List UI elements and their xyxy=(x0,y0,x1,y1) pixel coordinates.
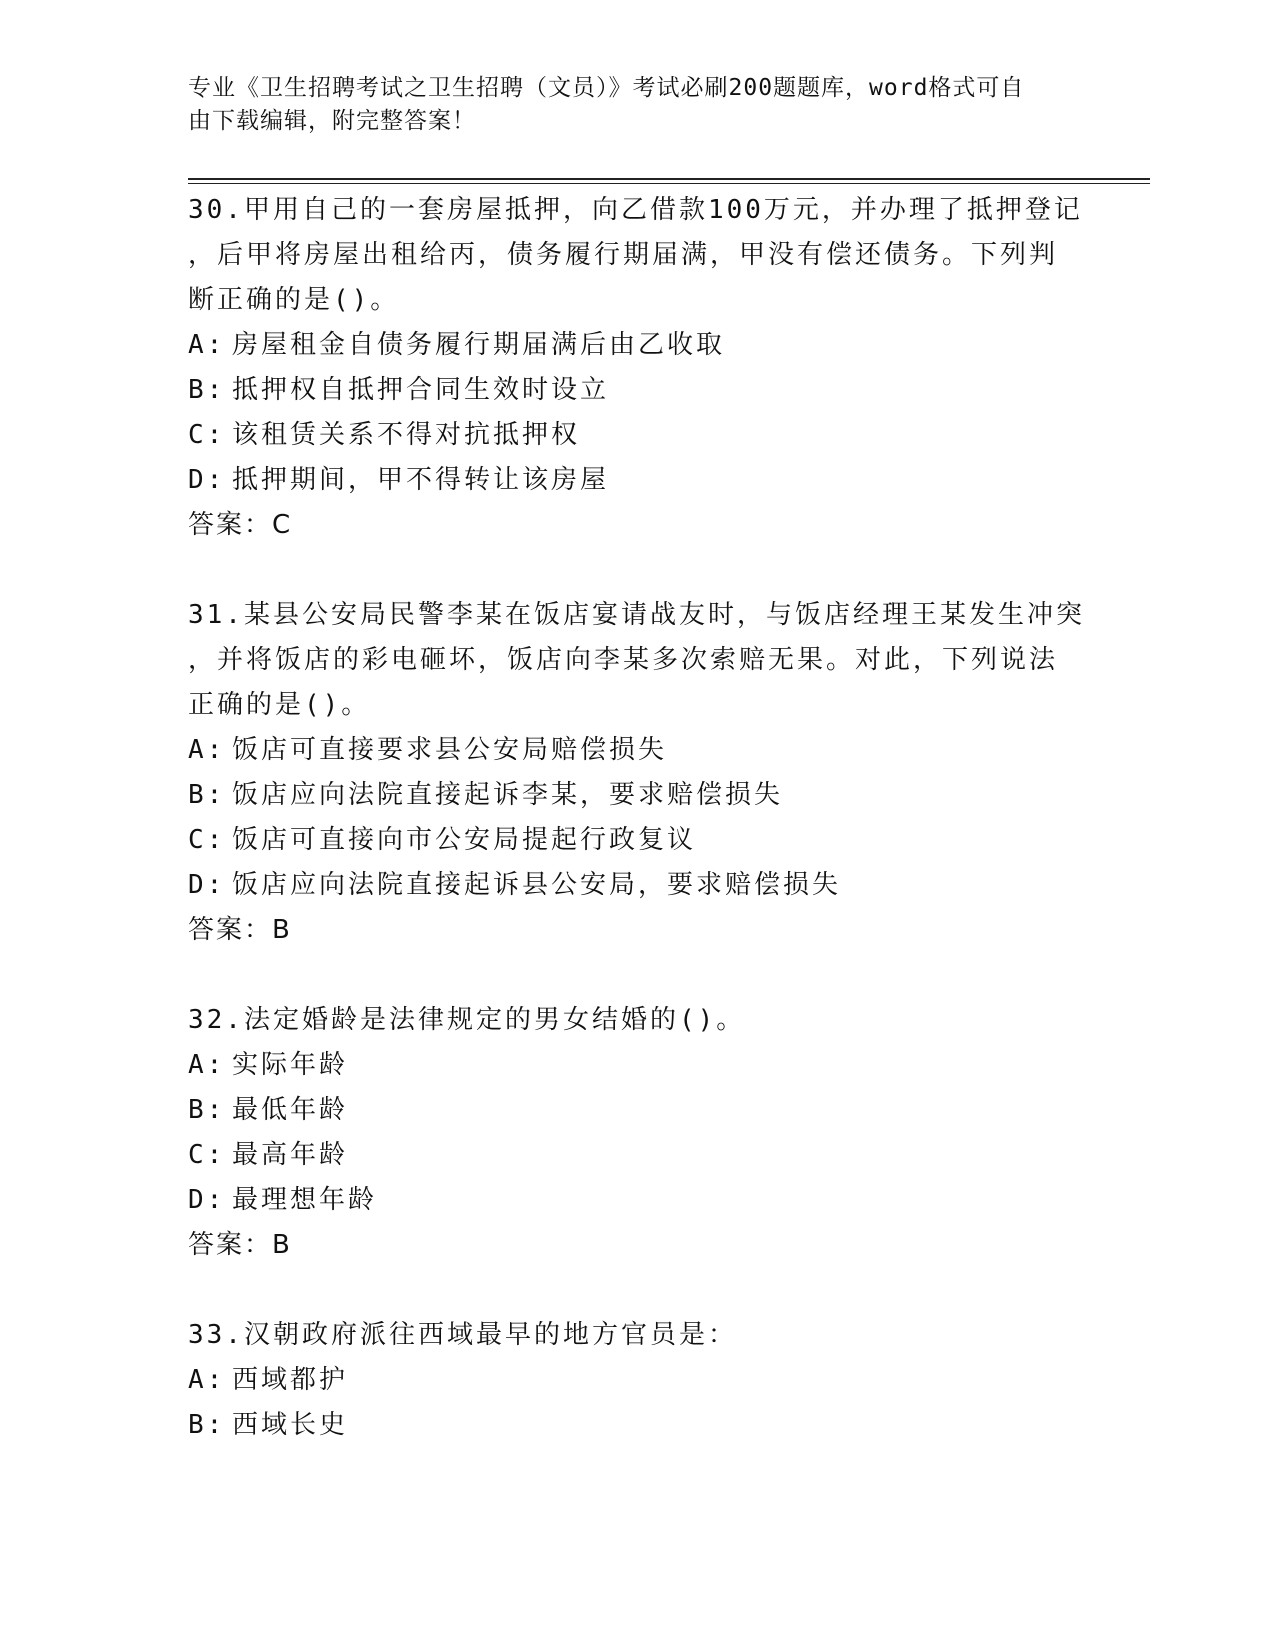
option-a xyxy=(188,1043,1088,1088)
option-key: A: xyxy=(188,735,226,765)
answer-line: 答案：B xyxy=(188,915,292,945)
option-b xyxy=(188,773,1088,818)
option-text: 饭店可直接向市公安局提起行政复议 xyxy=(232,825,697,855)
option-b xyxy=(188,1088,1088,1133)
header-divider-thick xyxy=(188,178,1150,180)
spacer xyxy=(188,1268,1088,1313)
option-d xyxy=(188,863,1088,908)
option-key: B: xyxy=(188,1095,226,1125)
question-stem-line: 30.甲用自己的一套房屋抵押，向乙借款100万元，并办理了抵押登记 xyxy=(188,195,1083,225)
option-key: B: xyxy=(188,780,226,810)
question-stem-line: 31.某县公安局民警李某在饭店宴请战友时，与饭店经理王某发生冲突 xyxy=(188,600,1085,630)
option-key: D: xyxy=(188,870,226,900)
question-stem-line: 32.法定婚龄是法律规定的男女结婚的()。 xyxy=(188,1005,746,1035)
spacer xyxy=(188,548,1088,593)
option-text: 饭店应向法院直接起诉县公安局，要求赔偿损失 xyxy=(232,870,842,900)
question-stem-line: 断正确的是()。 xyxy=(188,285,400,315)
option-a xyxy=(188,728,1088,773)
option-text: 最低年龄 xyxy=(232,1095,349,1125)
option-text: 最理想年龄 xyxy=(232,1185,378,1215)
question-stem-line: ，并将饭店的彩电砸坏，饭店向李某多次索赔无果。对此，下列说法 xyxy=(188,645,1059,675)
option-key: B: xyxy=(188,375,226,405)
header-line-1: 专业《卫生招聘考试之卫生招聘（文员）》考试必刷200题题库，word格式可自 xyxy=(188,75,1025,101)
option-text: 最高年龄 xyxy=(232,1140,349,1170)
question-list xyxy=(188,188,1088,1448)
option-c xyxy=(188,1133,1088,1178)
option-text: 房屋租金自债务履行期届满后由乙收取 xyxy=(232,330,726,360)
option-a xyxy=(188,323,1088,368)
option-key: D: xyxy=(188,1185,226,1215)
option-key: B: xyxy=(188,1410,226,1440)
option-text: 饭店可直接要求县公安局赔偿损失 xyxy=(232,735,668,765)
question-stem xyxy=(188,998,1088,1043)
header-line-2: 由下载编辑，附完整答案！ xyxy=(188,108,476,134)
option-d xyxy=(188,1178,1088,1223)
option-text: 实际年龄 xyxy=(232,1050,349,1080)
answer-line: 答案：B xyxy=(188,1230,292,1260)
question-item xyxy=(188,1313,1088,1448)
option-text: 抵押期间，甲不得转让该房屋 xyxy=(232,465,610,495)
option-key: A: xyxy=(188,1050,226,1080)
option-key: C: xyxy=(188,825,226,855)
option-key: C: xyxy=(188,1140,226,1170)
option-key: A: xyxy=(188,330,226,360)
option-key: D: xyxy=(188,465,226,495)
option-d xyxy=(188,458,1088,503)
option-text: 该租赁关系不得对抗抵押权 xyxy=(232,420,581,450)
option-key: C: xyxy=(188,420,226,450)
document-header xyxy=(188,72,1068,138)
option-text: 西域长史 xyxy=(232,1410,349,1440)
option-b xyxy=(188,368,1088,413)
spacer xyxy=(188,953,1088,998)
header-divider-thin xyxy=(188,183,1150,184)
option-text: 抵押权自抵押合同生效时设立 xyxy=(232,375,610,405)
question-stem xyxy=(188,188,1088,323)
question-item xyxy=(188,998,1088,1268)
option-b xyxy=(188,1403,1088,1448)
question-stem-line: 正确的是()。 xyxy=(188,690,371,720)
option-a xyxy=(188,1358,1088,1403)
question-stem-line: 33.汉朝政府派往西域最早的地方官员是： xyxy=(188,1320,737,1350)
option-text: 西域都护 xyxy=(232,1365,349,1395)
option-key: A: xyxy=(188,1365,226,1395)
option-text: 饭店应向法院直接起诉李某，要求赔偿损失 xyxy=(232,780,784,810)
option-c xyxy=(188,413,1088,458)
question-stem-line: ，后甲将房屋出租给丙，债务履行期届满，甲没有偿还债务。下列判 xyxy=(188,240,1059,270)
answer-line: 答案：C xyxy=(188,510,293,540)
question-item xyxy=(188,188,1088,548)
question-stem xyxy=(188,593,1088,728)
option-c xyxy=(188,818,1088,863)
question-item xyxy=(188,593,1088,953)
question-stem xyxy=(188,1313,1088,1358)
